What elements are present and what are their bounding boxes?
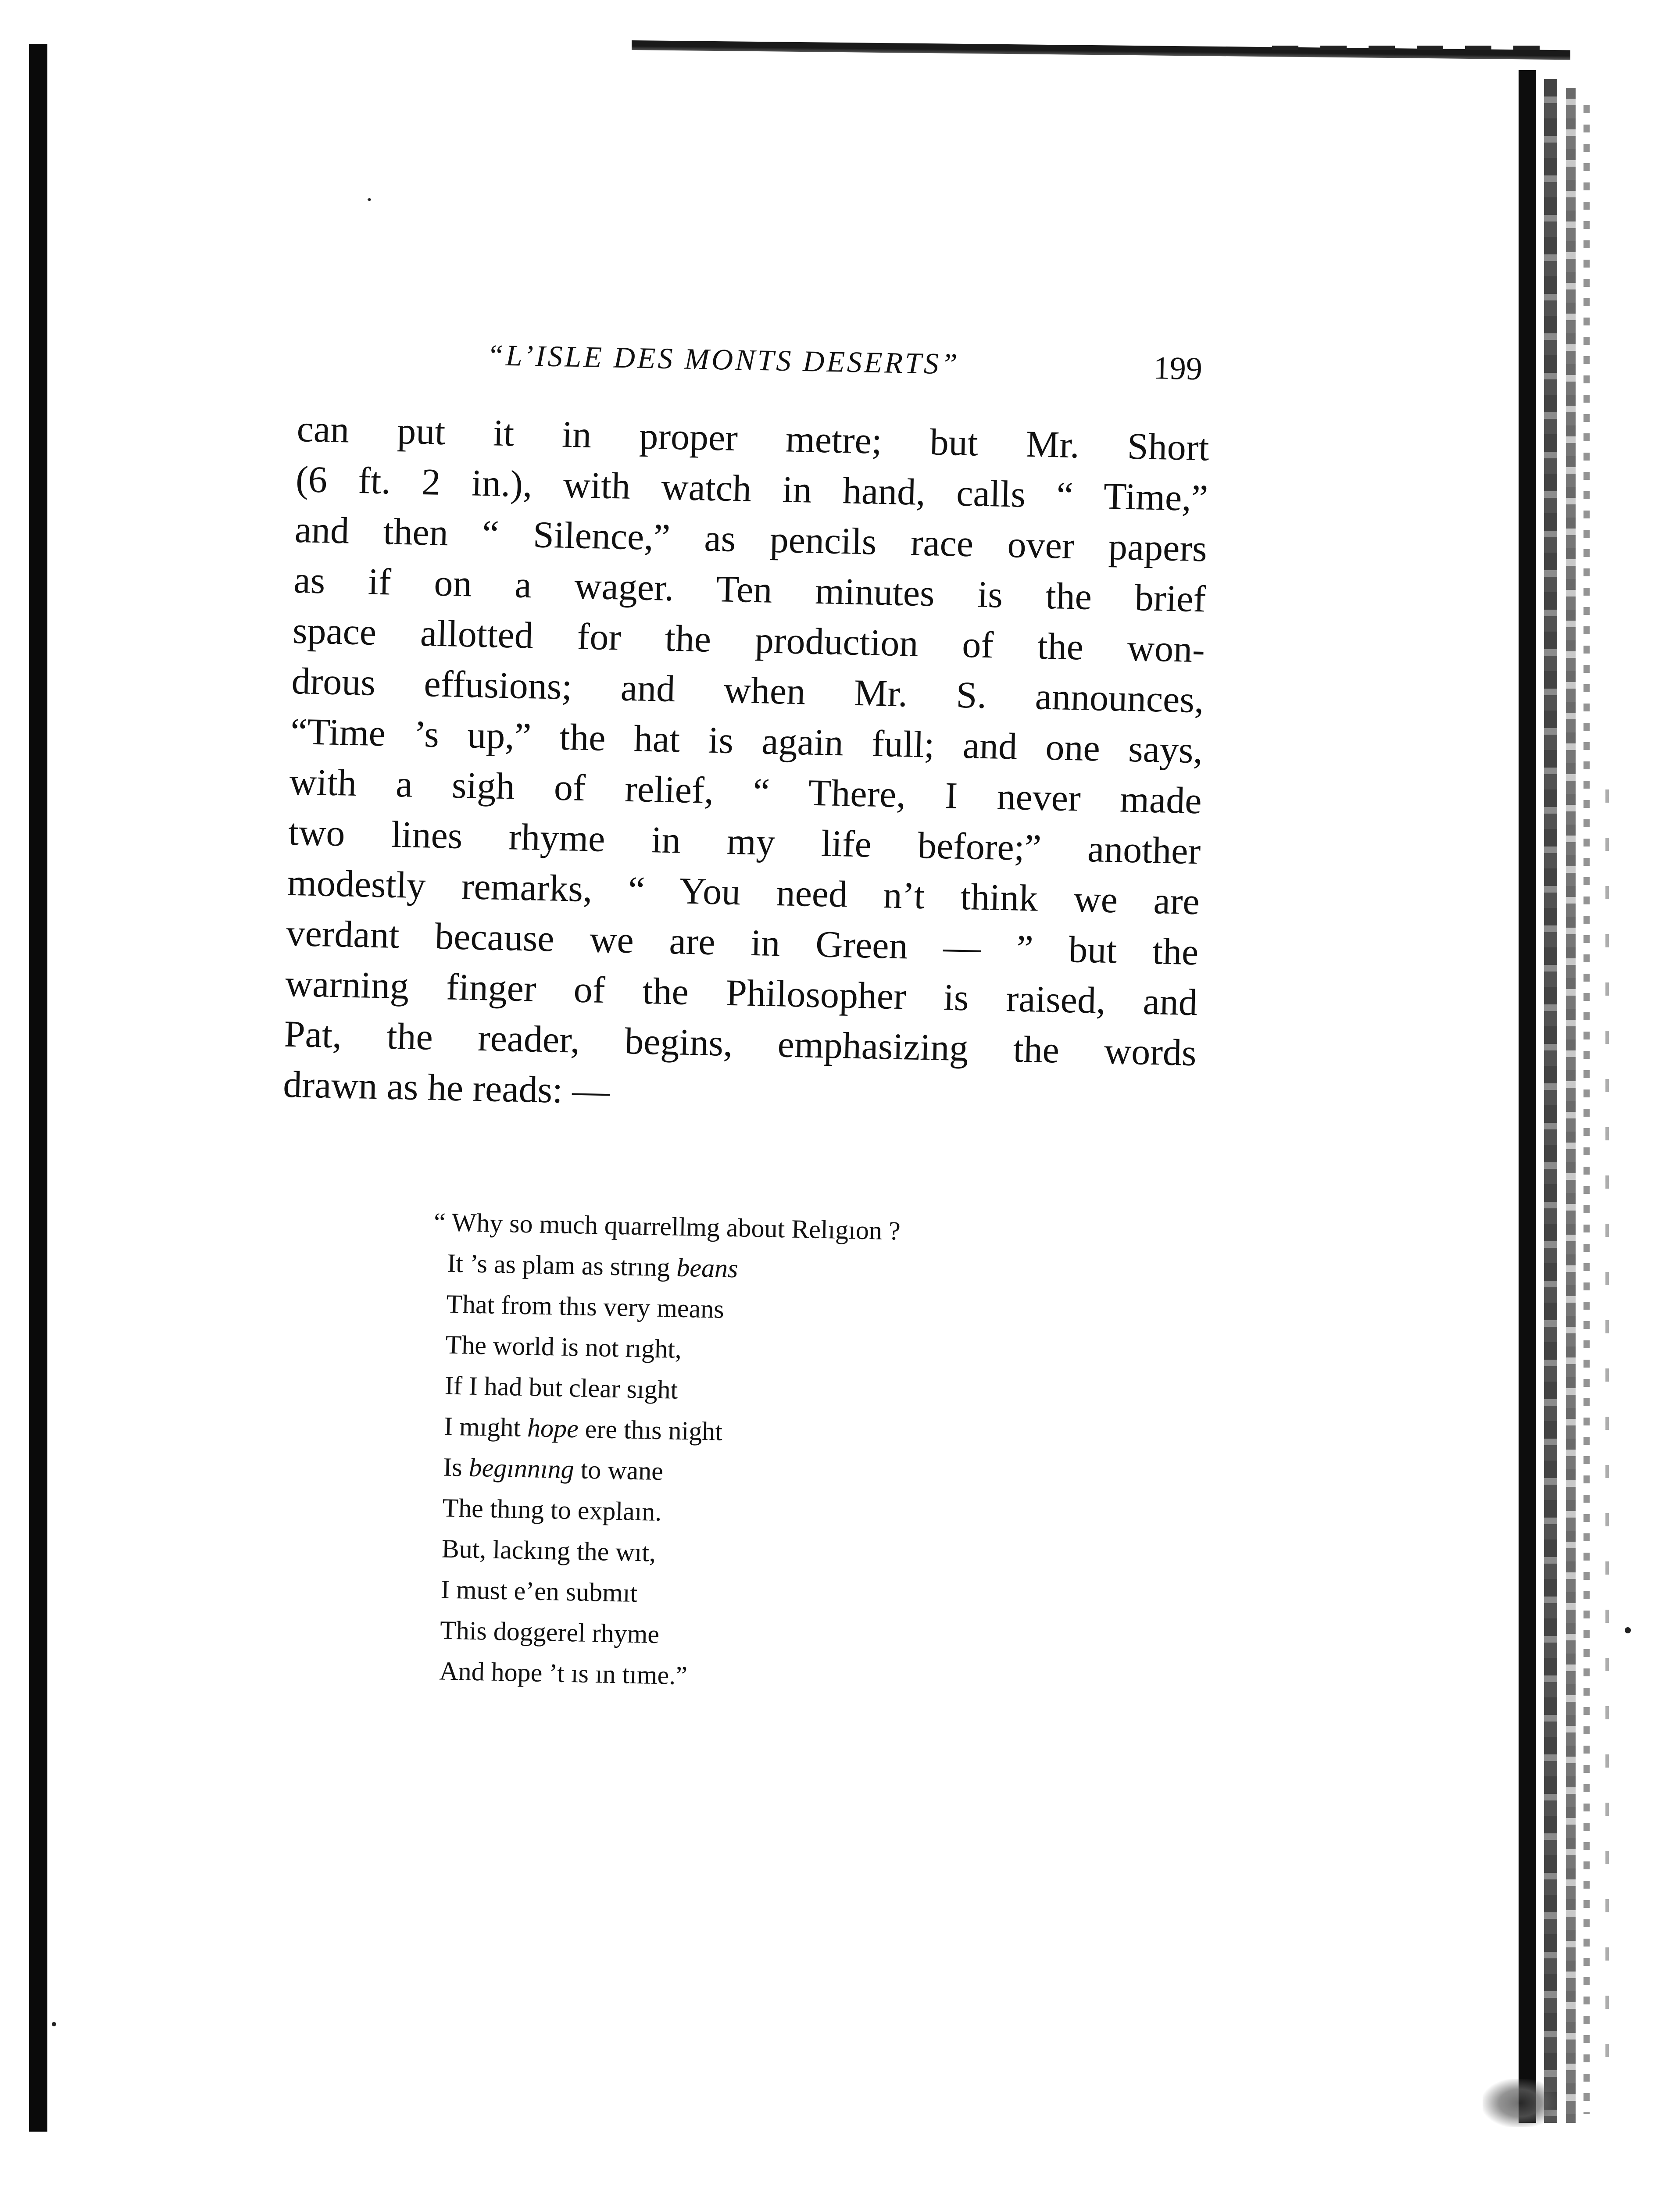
poem-line: If I had but clear sıght (444, 1371, 678, 1404)
poem-line: The thıng to explaın. (442, 1493, 662, 1527)
ink-speck (52, 2022, 56, 2026)
poem-line: But, lackıng the wıt, (441, 1534, 656, 1567)
poem-italic-word: begınnıng (468, 1453, 575, 1484)
body-line: verdant because we are in Green — ” but the (286, 911, 1199, 973)
body-line: modestly remarks, “ You need n’t think we are (287, 861, 1200, 923)
body-line: two lines rhyme in my life before;” another (288, 811, 1201, 872)
running-title: “L’ISLE DES MONTS DESERTS” (486, 338, 960, 381)
top-page-edge (632, 40, 1570, 60)
poem-line-text: Is (443, 1452, 469, 1482)
poem-line: “ Why so much quarrellmg about Relıgıon ? (433, 1207, 901, 1246)
ink-speck (368, 198, 371, 201)
right-page-edge (1519, 70, 1536, 2123)
poem-line-text: ere thıs night (578, 1414, 723, 1446)
body-line: “Time ’s up,” the hat is again full; and one says, (290, 710, 1203, 772)
poem-line: That from thıs very means (446, 1289, 725, 1324)
right-page-stack-edge-faint (1583, 105, 1590, 2114)
poem-italic-word: beans (676, 1253, 739, 1283)
poem-line: The world is not rıght, (445, 1330, 682, 1364)
top-page-edge-fragments (1272, 46, 1544, 50)
poem-line: I must e’en submıt (440, 1575, 638, 1608)
right-page-stack-edge (1544, 79, 1557, 2123)
poem-line-text: to wane (574, 1455, 664, 1486)
right-margin-specks (1605, 789, 1609, 2061)
body-line: with a sigh of relief, “ There, I never made (289, 760, 1202, 822)
ink-speck (1625, 1627, 1631, 1633)
body-line: drawn as he reads: — (282, 1063, 611, 1112)
bottom-corner-shadow (1483, 2079, 1557, 2127)
poem-line: This doggerel rhyme (440, 1615, 660, 1649)
body-paragraph (282, 404, 1209, 1129)
body-line: (6 ft. 2 in.), with watch in hand, calls “ Time,” (295, 457, 1208, 519)
poem-line-text: I mıght (443, 1411, 528, 1443)
body-line: Pat, the reader, begins, emphasizing the words (283, 1012, 1197, 1074)
page-number: 199 (1153, 350, 1203, 387)
running-head (486, 333, 1215, 396)
right-page-stack-edge-outer (1566, 88, 1576, 2123)
left-page-edge-shadow (29, 44, 47, 2132)
poem-line: And hope ’t ıs ın tıme.” (439, 1656, 688, 1690)
body-line: space allotted for the production of the won- (292, 609, 1205, 671)
poem-block (425, 1202, 1075, 1704)
body-line: can put it in proper metre; but Mr. Short (296, 407, 1210, 469)
body-line: warning finger of the Philosopher is raised, and (285, 962, 1198, 1024)
body-line: as if on a wager. Ten minutes is the brief (293, 558, 1207, 620)
poem-line-text: It ’s as plam as strıng (447, 1248, 677, 1282)
poem-italic-word: hope (527, 1413, 579, 1443)
body-line: and then “ Silence,” as pencils race over papers (294, 508, 1208, 570)
body-line: drous effusions; and when Mr. S. announces, (291, 659, 1205, 721)
